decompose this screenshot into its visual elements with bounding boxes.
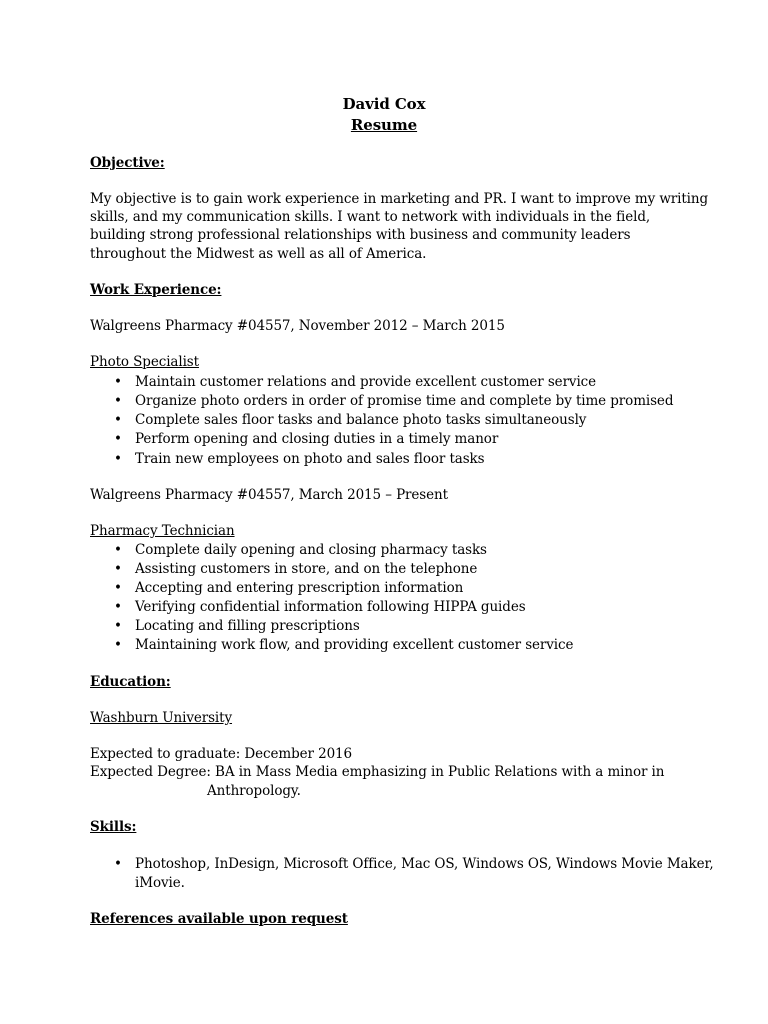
bullet-marker: • <box>114 618 122 634</box>
job-duty: Perform opening and closing duties in a timely manor <box>135 431 499 447</box>
bullet-marker: • <box>114 856 122 872</box>
job-title: Photo Specialist <box>90 354 199 370</box>
objective-line: My objective is to gain work experience in marketing and PR. I want to improve my writing <box>90 191 709 207</box>
bullet-marker: • <box>114 637 122 653</box>
job-duty: Assisting customers in store, and on the telephone <box>135 561 478 577</box>
degree-line-continued: Anthropology. <box>207 783 301 799</box>
bullet-marker: • <box>114 374 122 390</box>
skills-list-continued: iMovie. <box>135 875 185 891</box>
job-duty: Complete sales floor tasks and balance photo tasks simultaneously <box>135 412 587 428</box>
bullet-marker: • <box>114 580 122 596</box>
job-duty: Verifying confidential information following HIPPA guides <box>135 599 526 615</box>
job-employer: Walgreens Pharmacy #04557, November 2012 – March 2015 <box>90 318 505 334</box>
bullet-marker: • <box>114 412 122 428</box>
bullet-marker: • <box>114 431 122 447</box>
job-duty: Complete daily opening and closing pharmacy tasks <box>135 542 487 558</box>
job-duty: Train new employees on photo and sales floor tasks <box>135 451 485 467</box>
resume-name: David Cox <box>342 95 426 113</box>
skills-list: Photoshop, InDesign, Microsoft Office, Mac OS, Windows OS, Windows Movie Maker, <box>135 856 714 872</box>
work-heading: Work Experience: <box>90 282 222 298</box>
objective-heading: Objective: <box>90 155 165 171</box>
education-heading: Education: <box>90 674 171 690</box>
bullet-marker: • <box>114 451 122 467</box>
school-name: Washburn University <box>90 710 233 726</box>
bullet-marker: • <box>114 599 122 615</box>
job-duty: Locating and filling prescriptions <box>135 618 360 634</box>
references-note: References available upon request <box>90 911 348 927</box>
resume-subtitle: Resume <box>350 116 418 134</box>
bullet-marker: • <box>114 393 122 409</box>
job-employer: Walgreens Pharmacy #04557, March 2015 – Present <box>90 487 448 503</box>
degree-line: Expected Degree: BA in Mass Media emphasizing in Public Relations with a minor in <box>90 764 665 780</box>
job-duty: Organize photo orders in order of promise time and complete by time promised <box>135 393 674 409</box>
bullet-marker: • <box>114 561 122 577</box>
objective-line: throughout the Midwest as well as all of America. <box>90 246 427 262</box>
skills-heading: Skills: <box>90 819 137 835</box>
objective-line: building strong professional relationships with business and community leaders <box>90 227 631 243</box>
job-duty: Accepting and entering prescription information <box>135 580 464 596</box>
graduation-date: Expected to graduate: December 2016 <box>90 746 353 762</box>
bullet-marker: • <box>114 542 122 558</box>
objective-line: skills, and my communication skills. I want to network with individuals in the field, <box>90 209 651 225</box>
job-title: Pharmacy Technician <box>90 523 235 539</box>
job-duty: Maintaining work flow, and providing excellent customer service <box>135 637 574 653</box>
job-duty: Maintain customer relations and provide excellent customer service <box>135 374 597 390</box>
